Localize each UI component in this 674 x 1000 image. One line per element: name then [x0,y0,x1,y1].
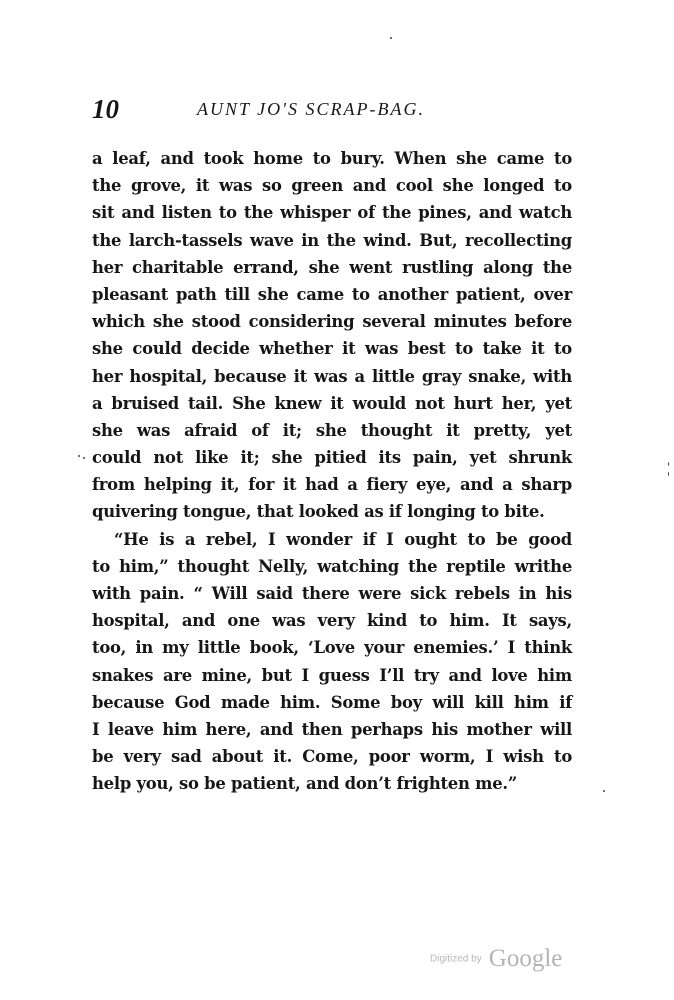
print-speck [78,455,80,457]
text-line: because God made him. Some boy will kill him if [92,692,572,712]
running-head: AUNT JO'S SCRAP-BAG. [197,99,425,119]
text-line: sit and listen to the whisper of the pines, and watch [92,203,572,223]
text-line: a bruised tail. She knew it would not hurt her, yet [92,393,572,413]
print-speck [668,462,669,466]
body-text [92,145,572,798]
text-line: her charitable errand, she went rustling along the [92,257,572,277]
text-line: to him,” thought Nelly, watching the reptile writhe [92,556,572,576]
text-line: help you, so be patient, and don’t frighten me.” [92,774,518,794]
print-speck [603,790,605,792]
text-line: “He is a rebel, I wonder if I ought to be good [114,529,572,549]
text-line: snakes are mine, but I guess I’ll try and love him [92,665,572,685]
page-header [92,92,582,126]
text-line: she could decide whether it was best to take it to [92,339,572,359]
digitized-watermark [430,945,562,977]
print-speck [668,472,669,476]
text-line: could not like it; she pitied its pain, yet shrunk [92,448,572,468]
text-line: the grove, it was so green and cool she longed to [92,176,572,196]
text-line: be very sad about it. Come, poor worm, I wish to [92,747,572,767]
text-line: her hospital, because it was a little gray snake, with [92,366,572,386]
text-line: the larch-tassels wave in the wind. But, recollecting [92,230,572,250]
text-line: I leave him here, and then perhaps his mother will [92,719,572,739]
text-line: pleasant path till she came to another patient, over [92,284,572,304]
text-line: with pain. “ Will said there were sick rebels in his [92,584,572,603]
print-speck [390,37,392,39]
text-line: she was afraid of it; she thought it pretty, yet [92,420,572,440]
watermark-brand: Google [488,945,563,972]
text-line: too, in my little book, ‘Love your enemies.’ I think [92,638,572,658]
text-line: from helping it, for it had a fiery eye, and a sharp [92,475,572,495]
text-line: a leaf, and took home to bury. When she came to [92,149,572,168]
text-line: hospital, and one was very kind to him. It says, [92,611,572,631]
text-line: quivering tongue, that looked as if longing to bite. [92,502,545,522]
watermark-prefix: Digitized by [430,953,482,965]
text-line: which she stood considering several minutes before [92,312,572,332]
page-number: 10 [92,94,119,124]
print-speck [83,457,85,459]
